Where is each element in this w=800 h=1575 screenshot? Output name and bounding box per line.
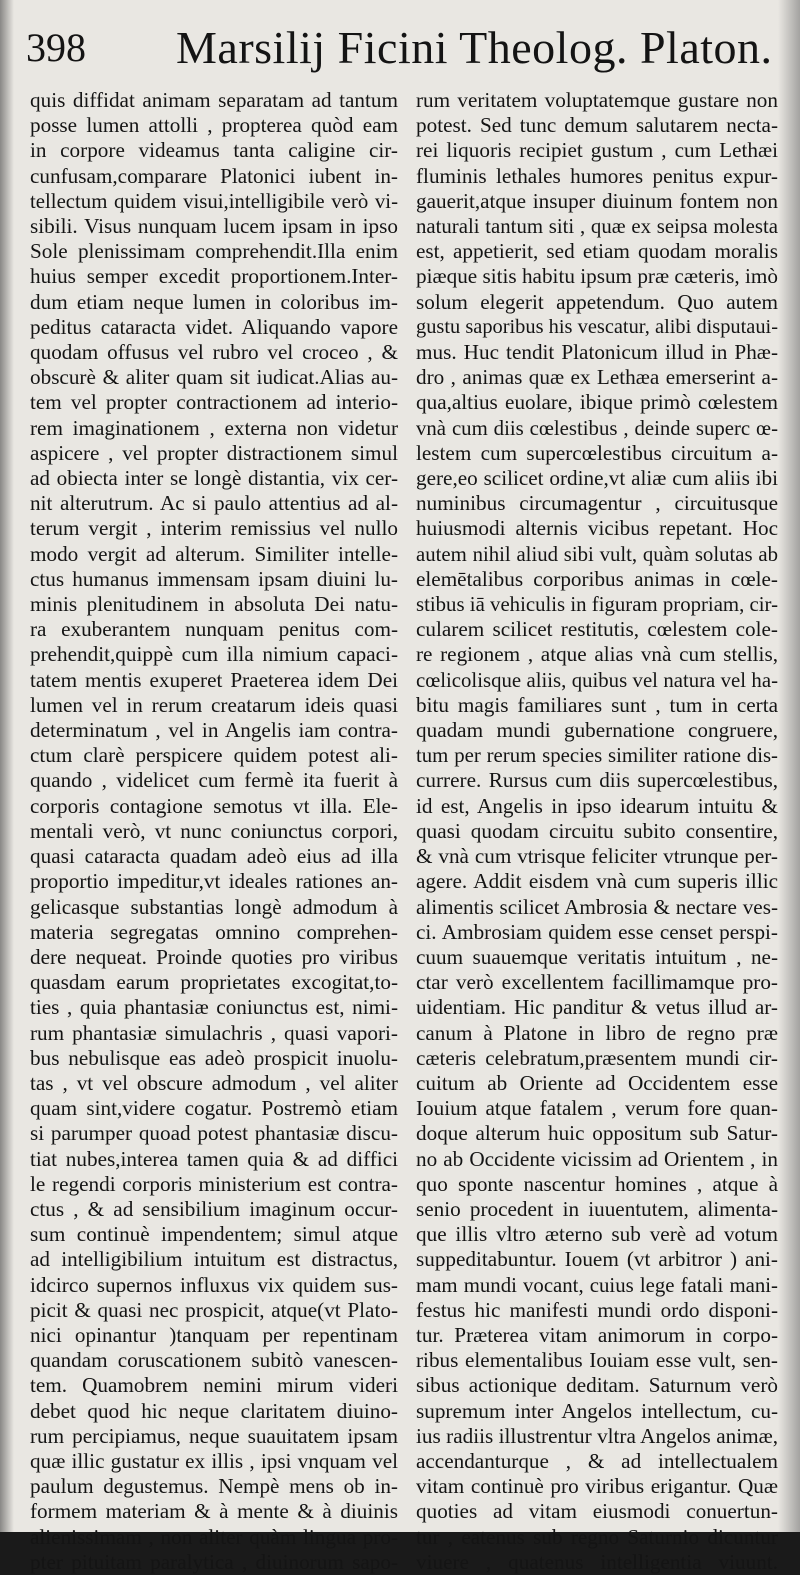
text-line: lumen vel in rerum creatarum ideis quasi xyxy=(30,692,398,717)
text-line: rum phantasiæ simulachris , quasi vapori- xyxy=(30,1020,398,1045)
text-line: tatem mentis exuperet Praeterea idem Dei xyxy=(30,667,398,692)
text-line: ra exuberantem nunquam penitus com- xyxy=(30,617,398,642)
text-line: quoties ad vitam eiusmodi conuertun- xyxy=(416,1499,778,1524)
text-line: picit & quasi nec prospicit, atque(vt Plato- xyxy=(30,1297,398,1322)
text-line: bus nebulisque eas adeò prospicit inuolu- xyxy=(30,1045,398,1070)
text-line: tum per rerum species similiter ratione dis- xyxy=(416,744,778,768)
text-line: solum elegerit appetendum. Quo autem xyxy=(416,289,778,314)
text-line: naturali tantum siti , quæ ex seipsa molesta xyxy=(416,215,778,239)
left-text-column xyxy=(30,88,398,1575)
text-line: Sole plenissimam comprehendit.Illa enim xyxy=(30,239,398,264)
text-line: suppeditabuntur. Iouem (vt arbitror ) ani- xyxy=(416,1247,778,1272)
text-line: cuum suauemque veritatis intuitum , ne- xyxy=(416,944,778,969)
text-line: terum vergit , interim remissius vel nullo xyxy=(30,516,398,541)
text-line: canum à Platone in libro de regno præ xyxy=(416,1020,778,1045)
text-line: ci. Ambrosiam quidem esse censet perspi- xyxy=(416,919,778,944)
text-line: rei liquoris recipiet gustum , cum Lethæi xyxy=(416,138,778,163)
text-line: qua,altius euolare, ibique primò cœlestem xyxy=(416,390,778,415)
text-line: quodam offusus vel rubro vel croceo , & xyxy=(30,340,398,365)
text-line: no ab Occidente vicissim ad Orientem , in xyxy=(416,1146,778,1171)
text-line: nit alterutrum. Ac si paulo attentius ad al- xyxy=(30,491,398,516)
text-line: gere,eo scilicet ordine,vt aliæ cum aliis ibi xyxy=(416,466,778,491)
text-line: vnà cum diis cœlestibus , deinde superc œ- xyxy=(416,416,778,440)
text-line: currere. Rursus cum diis supercœlestibus, xyxy=(416,768,778,793)
text-line: proportio impeditur,vt ideales rationes an- xyxy=(30,869,398,894)
text-line: stibus iā vehiculis in figuram propriam, cir- xyxy=(416,593,778,617)
text-line: rum percipiamus, neque suauitatem ipsam xyxy=(30,1423,398,1448)
text-line: tellectum quidem visui,intelligibile verò vi- xyxy=(30,189,398,213)
text-line: numinibus circumagentur , circuitusque xyxy=(416,491,778,516)
text-line: mam mundi vocant, cuius lege fatali mani- xyxy=(416,1273,778,1297)
running-head: Marsilij Ficini Theolog. Platon. xyxy=(176,22,773,73)
text-line: tem. Quamobrem nemini mirum videri xyxy=(30,1373,398,1398)
text-line: gelicasque substantias longè admodum à xyxy=(30,894,398,919)
text-line: ad obiecta inter se longè distantia, vix cer- xyxy=(30,466,398,491)
text-line: & vnà cum vtrisque feliciter vtrunque per- xyxy=(416,844,778,869)
text-line: tiat nubes,interea tamen quia & ad diffici xyxy=(30,1146,398,1171)
text-line: pter pituitam paralytica , diuinorum sapo- xyxy=(30,1549,398,1574)
text-line: corporis contagione semotus vt illa. Ele- xyxy=(30,793,398,818)
text-line: obscurè & aliter quam sit iudicat.Alias au- xyxy=(30,365,398,390)
text-line: quasdam earum proprietates excogitat,to- xyxy=(30,970,398,995)
text-line: agere. Addit eisdem vnà cum superis illic xyxy=(416,869,778,894)
text-line: quasi quodam circuitu subito consentire, xyxy=(416,818,778,843)
text-line: quasi cataracta quadam adeò eius ad illa xyxy=(30,844,398,869)
text-line: rem imaginationem , externa non videtur xyxy=(30,415,398,440)
text-line: cunfusam,comparare Platonici iubent in- xyxy=(30,163,398,188)
text-line: mentali verò, vt nunc coniunctus corpori, xyxy=(30,818,398,843)
text-line: quandam coruscationem subitò vanescen- xyxy=(30,1348,398,1373)
text-line: mus. Huc tendit Platonicum illud in Phæ- xyxy=(416,340,778,365)
right-text-column xyxy=(416,88,778,1575)
text-line: vitam continuè pro viribus erigantur. Quæ xyxy=(416,1474,778,1499)
text-line: tas , vt vel obscure admodum , vel aliter xyxy=(30,1070,398,1095)
text-line: ctar verò excellentem facillimamque pro- xyxy=(416,970,778,995)
text-line: dro , animas quæ ex Lethæa emerserint a- xyxy=(416,365,778,390)
text-line: ties , quia phantasiæ coniunctus est, nimi- xyxy=(30,995,398,1020)
text-line: doque alterum huic oppositum sub Satur- xyxy=(416,1121,778,1146)
text-line: uidentiam. Hic panditur & vetus illud ar- xyxy=(416,995,778,1020)
text-line: viuere , quatenus intelligentia viuunt. xyxy=(416,1549,778,1574)
text-line: sibili. Visus nunquam lucem ipsam in ipso xyxy=(30,214,398,239)
text-line: accendanturque , & ad intellectualem xyxy=(416,1448,778,1473)
text-line: alimentis scilicet Ambrosia & nectare ves- xyxy=(416,894,778,919)
text-line: cuitum ab Oriente ad Occidentem esse xyxy=(416,1070,778,1095)
text-line: dere nequeat. Proinde quoties pro viribus xyxy=(30,944,398,969)
text-line: materia segregatas omnino comprehen- xyxy=(30,919,398,944)
text-line: nici opinantur )tanquam per repentinam xyxy=(30,1322,398,1347)
text-line: gauerit,atque insuper diuinum fontem non xyxy=(416,188,778,213)
text-line: modo vergit ad alterum. Similiter intelle- xyxy=(30,541,398,566)
page-header xyxy=(26,14,776,84)
text-line: potest. Sed tunc demum salutarem necta- xyxy=(416,113,778,138)
text-line: paulum degustemus. Nempè mens ob in- xyxy=(30,1474,398,1499)
text-line: festus hic manifesti mundi ordo disponi- xyxy=(416,1297,778,1322)
text-line: id est, Angelis in ipso idearum intuitu & xyxy=(416,793,778,818)
text-line: formem materiam & à mente & à diuinis xyxy=(30,1499,398,1524)
text-line: minis plenitudinem in absoluta Dei natu- xyxy=(30,592,398,617)
text-line: determinatum , vel in Angelis iam contra- xyxy=(30,718,398,743)
text-line: aspicere , vel propter distractionem simul xyxy=(30,440,398,465)
text-line: quam sint,videre cogatur. Postremò etiam xyxy=(30,1096,398,1121)
text-line: in corpore videamus tanta caligine cir- xyxy=(30,138,398,163)
text-line: re regionem , atque alias vnà cum stellis, xyxy=(416,642,778,667)
text-line: ius radiis illustrentur vltra Angelos animæ, xyxy=(416,1423,778,1448)
text-line: posse lumen attolli , propterea quòd eam xyxy=(30,113,398,138)
text-line: idcirco supernos influxus vix quidem sus- xyxy=(30,1272,398,1297)
text-line: supremum inter Angelos intellectum, cu- xyxy=(416,1398,778,1423)
text-line: ctus humanus immensam ipsam diuini lu- xyxy=(30,566,398,591)
text-line: dum etiam neque lumen in coloribus im- xyxy=(30,289,398,314)
text-line: debet quod hic neque claritatem diuino- xyxy=(30,1398,398,1423)
text-line: ctum clarè perspicere quidem potest ali- xyxy=(30,743,398,768)
text-line: peditus cataracta videt. Aliquando vapore xyxy=(30,314,398,339)
text-line: quadam mundi gubernatione congruere, xyxy=(416,718,778,743)
text-line: si parumper quoad potest phantasiæ discu- xyxy=(30,1121,398,1146)
text-line: prehendit,quippè cum illa nimium capaci- xyxy=(30,642,398,667)
text-line: quæ illic gustatur ex illis , ipsi vnquam vel xyxy=(30,1448,398,1473)
text-line: alienissimam , non aliter quàm lingua pro- xyxy=(30,1524,398,1549)
text-line: piæque sitis habitu ipsum præ cæteris, imò xyxy=(416,264,778,289)
text-line: tem vel propter contractionem ad interio- xyxy=(30,390,398,415)
text-line: tur. Præterea vitam animorum in corpo- xyxy=(416,1322,778,1347)
text-line: quo sponte nascentur homines , atque à xyxy=(416,1171,778,1196)
text-line: Iouium atque fatalem , verum fore quan- xyxy=(416,1096,778,1121)
text-line: huiusmodi alternis vicibus repetant. Hoc xyxy=(416,516,778,541)
text-line: sum continuè impendentem; simul atque xyxy=(30,1222,398,1247)
text-line: rum veritatem voluptatemque gustare non xyxy=(416,88,778,112)
text-line: que illis vltro æterno sub verè ad votum xyxy=(416,1222,778,1247)
text-line: ad intelligibilium intuitum est distractus, xyxy=(30,1247,398,1272)
text-line: fluminis lethales humores penitus expur- xyxy=(416,163,778,188)
text-line: est, appetierit, sed etiam quodam moralis xyxy=(416,239,778,264)
text-line: lestem cum supercœlestibus circuitum a- xyxy=(416,440,778,465)
text-line: huius semper excedit proportionem.Inter- xyxy=(30,264,398,289)
text-line: tur , eatenus sub regno Saturnio dicuntur xyxy=(416,1524,778,1549)
text-line: quando , videlicet cum fermè ita fuerit à xyxy=(30,768,398,793)
text-line: gustu saporibus his vescatur, alibi disputaui- xyxy=(416,315,778,338)
text-line: cularem scilicet restitutis, cœlestem cole- xyxy=(416,617,778,642)
text-line: quis diffidat animam separatam ad tantum xyxy=(30,88,398,112)
text-line: senio procedent in iuuentutem, alimenta- xyxy=(416,1196,778,1221)
text-line: elemētalibus corporibus animas in cœle- xyxy=(416,566,778,591)
text-line: autem nihil aliud sibi vult, quàm solutas ab xyxy=(416,542,778,566)
page-number: 398 xyxy=(26,25,86,70)
text-line: ctus , & ad sensibilium imaginum occur- xyxy=(30,1196,398,1221)
text-line: cœlicolisque aliis, quibus vel natura vel ha- xyxy=(416,668,778,692)
text-line: ribus elementalibus Iouiam esse vult, sen- xyxy=(416,1348,778,1373)
text-line: cæteris celebratum,præsentem mundi cir- xyxy=(416,1045,778,1070)
text-line: bitu magis familiares sunt , tum in certa xyxy=(416,692,778,717)
text-line: le regendi corporis ministerium est contra- xyxy=(30,1171,398,1196)
text-line: sibus actionique deditam. Saturnum verò xyxy=(416,1373,778,1398)
